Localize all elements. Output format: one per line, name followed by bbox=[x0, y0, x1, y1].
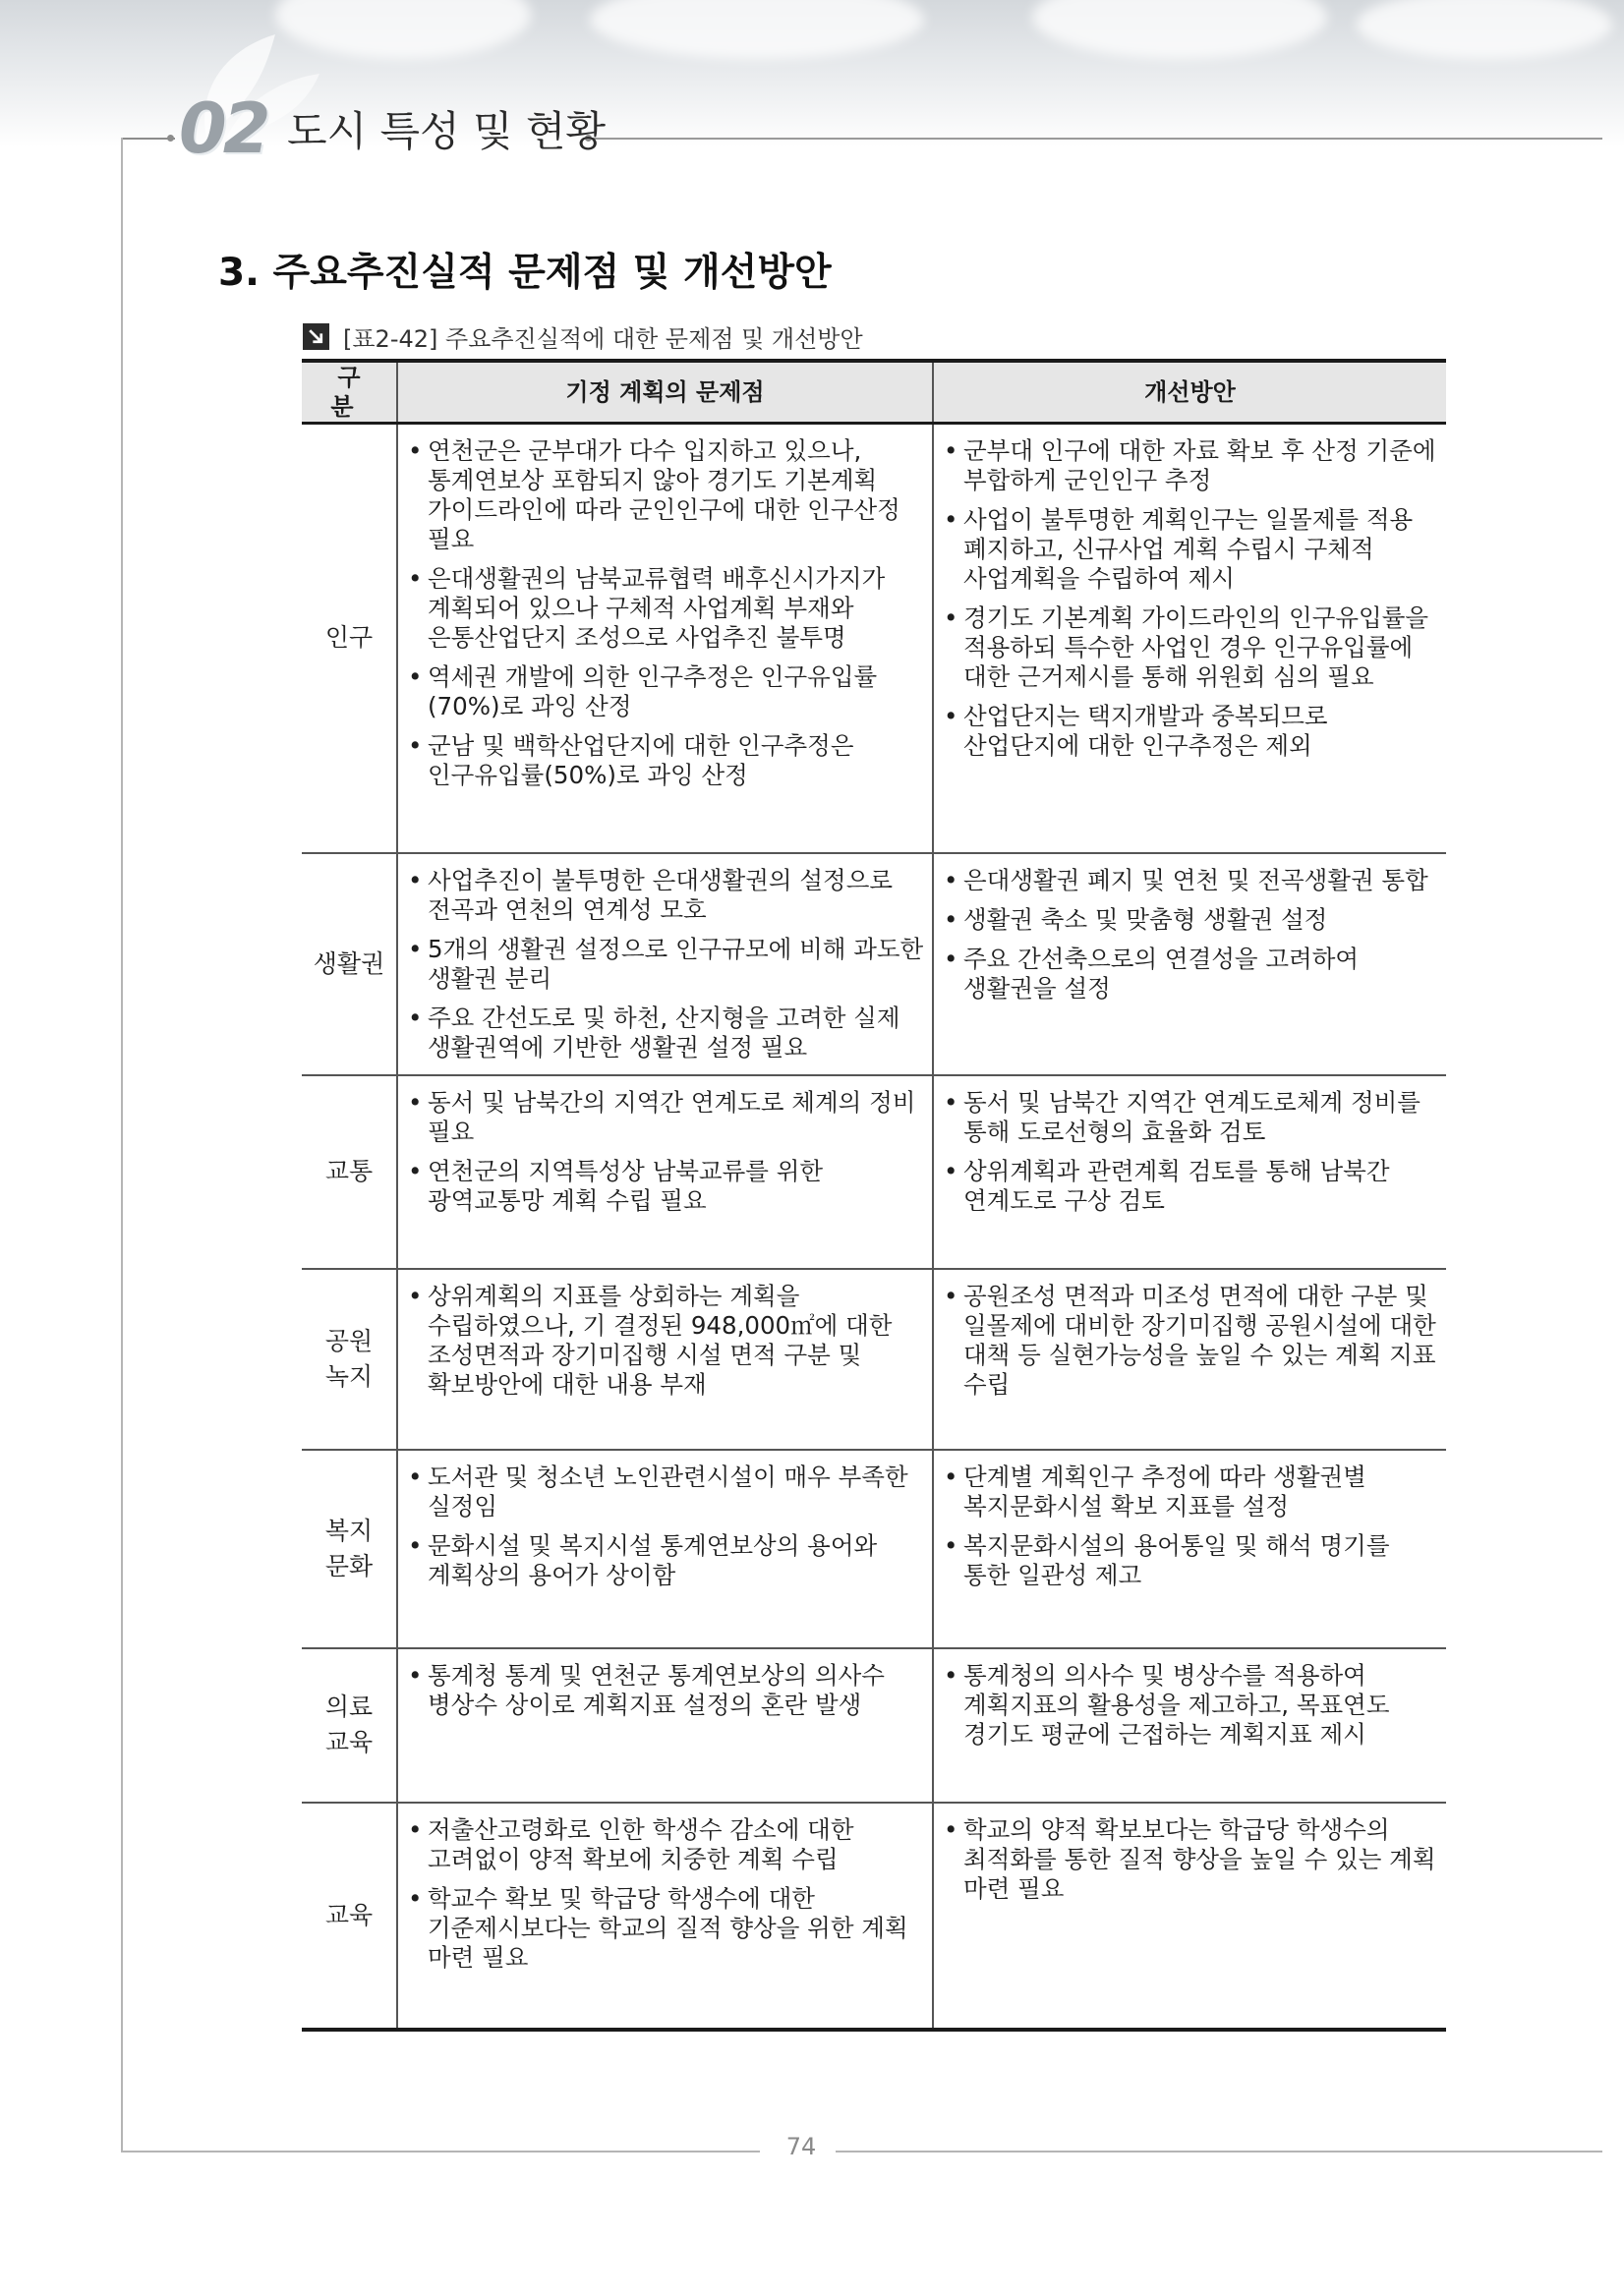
problem-item: • 군남 및 백학산업단지에 대한 인구추정은 인구유입률(50%)로 과잉 산정 bbox=[408, 731, 926, 790]
problem-item: • 연천군의 지역특성상 남북교류를 위한 광역교통망 계획 수립 필요 bbox=[408, 1157, 926, 1216]
table-header-row bbox=[302, 361, 1446, 424]
problems-list bbox=[398, 1270, 932, 1411]
problem-item: • 문화시설 및 복지시설 통계연보상의 용어와 계획상의 용어가 상이함 bbox=[408, 1531, 926, 1590]
row-category bbox=[302, 1075, 397, 1269]
improvements-cell bbox=[933, 1803, 1446, 2030]
problems-list bbox=[398, 1649, 932, 1732]
row-category-line: 생활권 bbox=[313, 948, 385, 978]
improvement-item: • 생활권 축소 및 맞춤형 생활권 설정 bbox=[944, 905, 1440, 935]
improvement-item: • 주요 간선축으로의 연결성을 고려하여 생활권을 설정 bbox=[944, 945, 1440, 1004]
header-problems: 기정 계획의 문제점 bbox=[397, 361, 933, 424]
improvements-cell bbox=[933, 1648, 1446, 1803]
problems-improvements-table bbox=[302, 359, 1446, 2032]
row-category-line: 공원 bbox=[324, 1326, 374, 1355]
page-frame-left bbox=[121, 138, 123, 2151]
problems-list bbox=[398, 1076, 932, 1228]
problems-cell bbox=[397, 1075, 933, 1269]
header-category: 구 분 bbox=[302, 361, 397, 424]
row-category-line: 교육 bbox=[324, 1900, 374, 1929]
chapter-number: 02 bbox=[179, 88, 267, 169]
problems-cell bbox=[397, 1269, 933, 1450]
problems-list bbox=[398, 1451, 932, 1602]
row-category bbox=[302, 1648, 397, 1803]
improvements-cell bbox=[933, 853, 1446, 1075]
problems-list bbox=[398, 1804, 932, 1984]
improvement-item: • 동서 및 남북간 지역간 연계도로체계 정비를 통해 도로선형의 효율화 검토 bbox=[944, 1088, 1440, 1147]
row-category-line: 인구 bbox=[324, 623, 374, 653]
improvements-list bbox=[934, 854, 1446, 1015]
improvements-list bbox=[934, 1451, 1446, 1602]
improvement-item: • 사업이 불투명한 계획인구는 일몰제를 적용 폐지하고, 신규사업 계획 수립시 구체적 사업계획을 수립하여 제시 bbox=[944, 505, 1440, 594]
problem-item: • 역세권 개발에 의한 인구추정은 인구유입률(70%)로 과잉 산정 bbox=[408, 662, 926, 721]
problems-cell bbox=[397, 853, 933, 1075]
table-row bbox=[302, 1803, 1446, 2030]
problem-item: • 사업추진이 불투명한 은대생활권의 설정으로 전곡과 연천의 연계성 모호 bbox=[408, 866, 926, 925]
row-category-line: 녹지 bbox=[324, 1361, 374, 1391]
improvement-item: • 상위계획과 관련계획 검토를 통해 남북간 연계도로 구상 검토 bbox=[944, 1157, 1440, 1216]
problems-cell bbox=[397, 1803, 933, 2030]
improvement-item: • 단계별 계획인구 추정에 따라 생활권별 복지문화시설 확보 지표를 설정 bbox=[944, 1463, 1440, 1521]
improvements-list bbox=[934, 1270, 1446, 1411]
table-row bbox=[302, 1648, 1446, 1803]
table-row bbox=[302, 1075, 1446, 1269]
improvement-item: • 경기도 기본계획 가이드라인의 인구유입률을 적용하되 특수한 사업인 경우 인구유입률에 대한 근거제시를 통해 위원회 심의 필요 bbox=[944, 603, 1440, 692]
improvements-list bbox=[934, 1649, 1446, 1761]
header-improvements: 개선방안 bbox=[933, 361, 1446, 424]
problems-cell bbox=[397, 1450, 933, 1648]
problem-item: • 학교수 확보 및 학급당 학생수에 대한 기준제시보다는 학교의 질적 향상을 위한 계획 마련 필요 bbox=[408, 1884, 926, 1973]
page-frame-bottom-right bbox=[836, 2151, 1602, 2152]
page-number: 74 bbox=[785, 2133, 817, 2160]
table-caption bbox=[303, 319, 863, 354]
problems-list bbox=[398, 425, 932, 802]
problem-item: • 연천군은 군부대가 다수 입지하고 있으나, 통계연보상 포함되지 않아 경기도 기본계획 가이드라인에 따라 군인인구에 대한 인구산정 필요 bbox=[408, 436, 926, 554]
problem-item: • 도서관 및 청소년 노인관련시설이 매우 부족한 실정임 bbox=[408, 1463, 926, 1521]
improvements-list bbox=[934, 425, 1446, 773]
header-dot-left bbox=[167, 135, 174, 142]
chapter-title: 도시 특성 및 현황 bbox=[287, 107, 607, 155]
improvements-cell bbox=[933, 1269, 1446, 1450]
table-caption-text: [표2-42] 주요추진실적에 대한 문제점 및 개선방안 bbox=[343, 325, 863, 353]
row-category-line: 복지 bbox=[324, 1516, 374, 1545]
problem-item: • 5개의 생활권 설정으로 인구규모에 비해 과도한 생활권 분리 bbox=[408, 935, 926, 994]
problems-cell bbox=[397, 1648, 933, 1803]
problem-item: • 저출산고령화로 인한 학생수 감소에 대한 고려없이 양적 확보에 치중한 계획 수립 bbox=[408, 1815, 926, 1874]
improvement-item: • 통계청의 의사수 및 병상수를 적용하여 계획지표의 활용성을 제고하고, 목표연도 경기도 평균에 근접하는 계획지표 제시 bbox=[944, 1661, 1440, 1750]
problems-list bbox=[398, 854, 932, 1074]
improvements-list bbox=[934, 1804, 1446, 1916]
problem-item: • 통계청 통계 및 연천군 통계연보상의 의사수 병상수 상이로 계획지표 설정의 혼란 발생 bbox=[408, 1661, 926, 1720]
problems-cell bbox=[397, 424, 933, 853]
row-category bbox=[302, 424, 397, 853]
improvement-item: • 은대생활권 폐지 및 연천 및 전곡생활권 통합 bbox=[944, 866, 1440, 895]
improvement-item: • 복지문화시설의 용어통일 및 해석 명기를 통한 일관성 제고 bbox=[944, 1531, 1440, 1590]
improvement-item: • 군부대 인구에 대한 자료 확보 후 산정 기준에 부합하게 군인인구 추정 bbox=[944, 436, 1440, 495]
row-category bbox=[302, 1269, 397, 1450]
problem-item: • 상위계획의 지표를 상회하는 계획을 수립하였으나, 기 결정된 948,000㎡에 대한 조성면적과 장기미집행 시설 면적 구분 및 확보방안에 대한 내용 부재 bbox=[408, 1282, 926, 1400]
improvement-item: • 학교의 양적 확보보다는 학급당 학생수의 최적화를 통한 질적 향상을 높일 수 있는 계획 마련 필요 bbox=[944, 1815, 1440, 1904]
problem-item: • 동서 및 남북간의 지역간 연계도로 체계의 정비 필요 bbox=[408, 1088, 926, 1147]
page-frame-bottom-left bbox=[121, 2151, 760, 2152]
row-category-line: 교통 bbox=[324, 1157, 374, 1185]
header-rule-right bbox=[590, 138, 1602, 140]
improvements-list bbox=[934, 1076, 1446, 1228]
improvement-item: • 공원조성 면적과 미조성 면적에 대한 구분 및 일몰제에 대비한 장기미집행 공원시설에 대한 대책 등 실현가능성을 높일 수 있는 계획 지표 수립 bbox=[944, 1282, 1440, 1400]
table-row bbox=[302, 853, 1446, 1075]
improvements-cell bbox=[933, 1075, 1446, 1269]
table-row bbox=[302, 1269, 1446, 1450]
row-category-line: 문화 bbox=[324, 1551, 374, 1580]
improvements-cell bbox=[933, 424, 1446, 853]
table-row bbox=[302, 424, 1446, 853]
row-category-line: 의료 bbox=[324, 1693, 374, 1721]
table-row bbox=[302, 1450, 1446, 1648]
improvement-item: • 산업단지는 택지개발과 중복되므로 산업단지에 대한 인구추정은 제외 bbox=[944, 702, 1440, 761]
row-category bbox=[302, 853, 397, 1075]
row-category bbox=[302, 1803, 397, 2030]
improvements-cell bbox=[933, 1450, 1446, 1648]
section-title: 3. 주요추진실적 문제점 및 개선방안 bbox=[218, 251, 832, 295]
arrow-down-right-icon bbox=[303, 323, 329, 350]
problem-item: • 은대생활권의 남북교류협력 배후신시가지가 계획되어 있으나 구체적 사업계획 부재와 은통산업단지 조성으로 사업추진 불투명 bbox=[408, 564, 926, 653]
problem-item: • 주요 간선도로 및 하천, 산지형을 고려한 실제 생활권역에 기반한 생활권 설정 필요 bbox=[408, 1004, 926, 1062]
row-category bbox=[302, 1450, 397, 1648]
row-category-line: 교육 bbox=[324, 1728, 374, 1756]
